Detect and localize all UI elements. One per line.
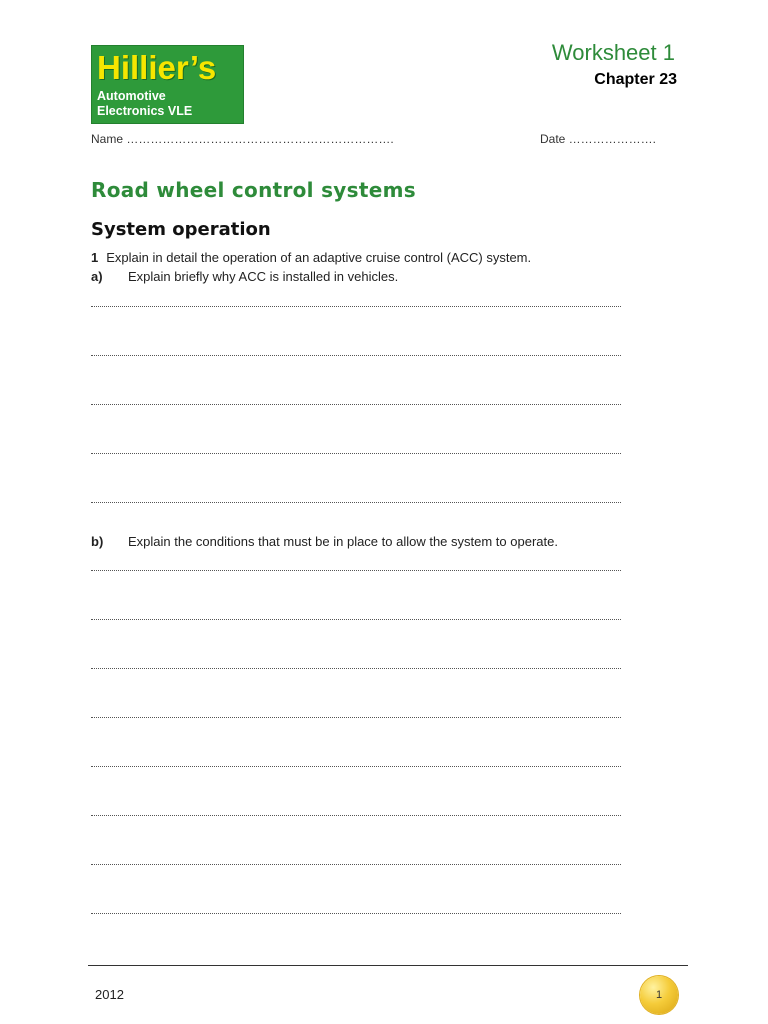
question-1a (91, 269, 398, 284)
question-1-number: 1 (91, 250, 99, 265)
answer-line[interactable] (91, 766, 621, 767)
logo-subtitle-line2: Electronics VLE (97, 104, 193, 118)
question-1-text: Explain in detail the operation of an adaptive cruise control (ACC) system. (106, 250, 532, 265)
page-number: 1 (655, 989, 663, 1001)
answer-line[interactable] (91, 717, 621, 718)
answer-line[interactable] (91, 404, 621, 405)
question-1a-label: a) (91, 269, 103, 284)
name-field[interactable]: Name …………………………………………………………. (91, 132, 394, 146)
answer-line[interactable] (91, 306, 621, 307)
answer-line[interactable] (91, 668, 621, 669)
logo-subtitle-line1: Automotive (97, 89, 166, 103)
footer-divider (88, 965, 688, 966)
question-1b (91, 534, 558, 549)
question-1 (91, 250, 531, 265)
page-title: Road wheel control systems (91, 178, 416, 202)
answer-line[interactable] (91, 570, 621, 571)
answer-line[interactable] (91, 864, 621, 865)
footer-year: 2012 (95, 987, 124, 1002)
answer-line[interactable] (91, 815, 621, 816)
chapter-label: Chapter 23 (594, 71, 677, 88)
answer-line[interactable] (91, 502, 621, 503)
answer-line[interactable] (91, 619, 621, 620)
question-1b-label: b) (91, 534, 104, 549)
hilliers-logo (91, 45, 244, 124)
answer-line[interactable] (91, 913, 621, 914)
question-1a-text: Explain briefly why ACC is installed in vehicles. (128, 269, 399, 284)
section-title: System operation (91, 219, 271, 240)
answer-line[interactable] (91, 453, 621, 454)
question-1b-text: Explain the conditions that must be in place to allow the system to operate. (128, 534, 558, 549)
logo-title: Hillier’s (97, 49, 217, 86)
date-field[interactable]: Date …………………. (540, 132, 657, 146)
page-number-badge (640, 976, 678, 1014)
worksheet-title: Worksheet 1 (551, 40, 675, 65)
answer-line[interactable] (91, 355, 621, 356)
